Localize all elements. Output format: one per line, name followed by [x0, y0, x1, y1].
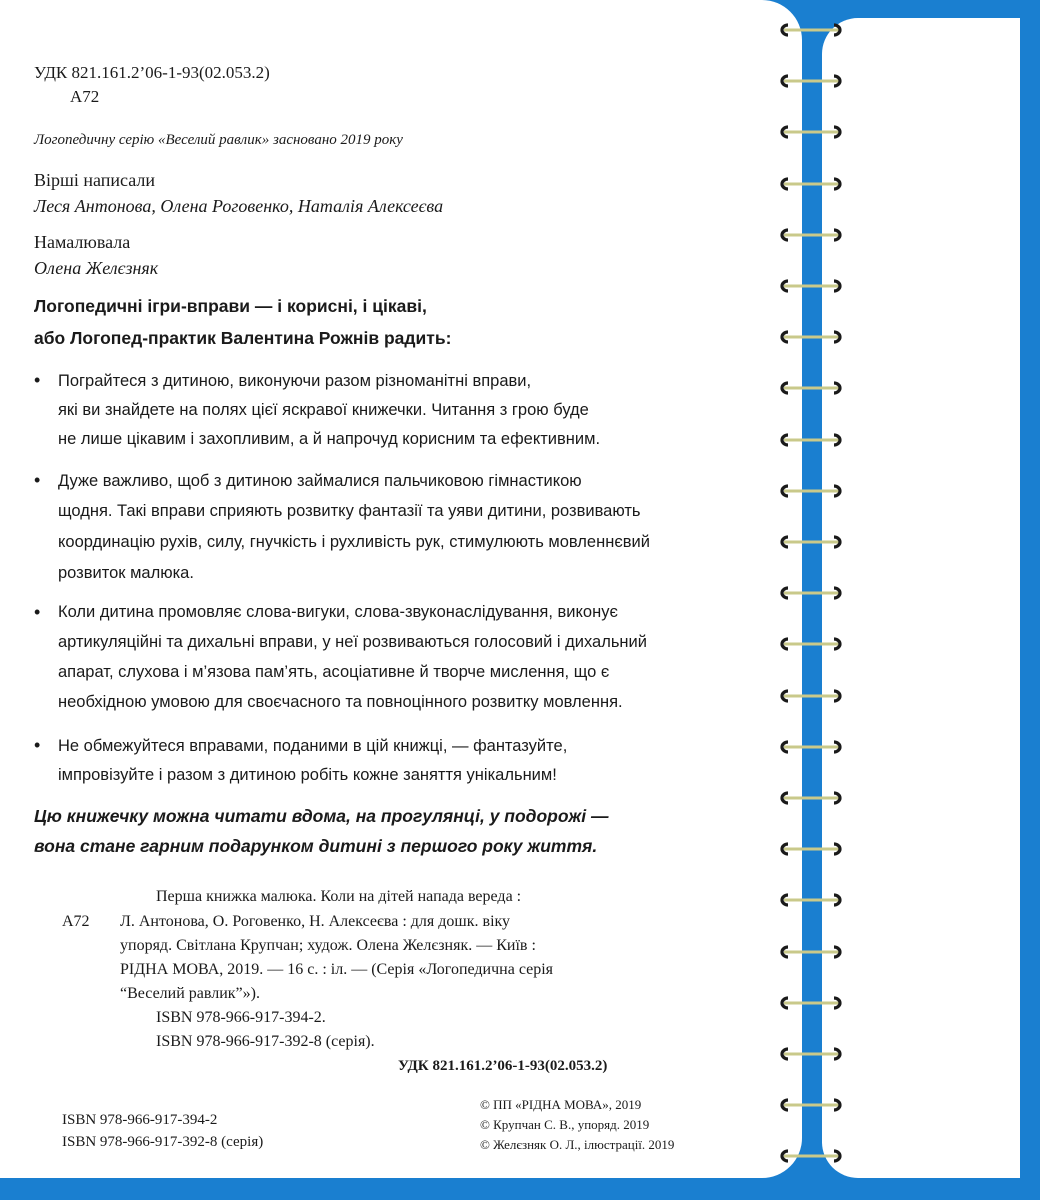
- catalog-line: РІДНА МОВА, 2019. — 16 с. : іл. — (Серія «Логопедична серія: [120, 961, 554, 978]
- spiral-coil-icon: [772, 1046, 852, 1062]
- illustrator-name: Олена Желєзняк: [34, 258, 159, 278]
- spiral-coil-icon: [772, 892, 852, 908]
- footer-isbn-series: ISBN 978-966-917-392-8 (серія): [62, 1134, 264, 1150]
- bullet-text-line: координацію рухів, силу, гнучкість і рухливість рук, стимулюють мовленнєвий: [58, 533, 650, 551]
- spiral-coil-icon: [772, 1148, 852, 1164]
- spiral-coil-icon: [772, 176, 852, 192]
- spiral-coil-icon: [772, 534, 852, 550]
- bullet-text-line: необхідною умовою для своєчасного та повноцінного розвитку мовлення.: [58, 693, 623, 711]
- spiral-coil-icon: [772, 483, 852, 499]
- illustrations-label: Намалювала: [34, 232, 131, 252]
- copyright-line: © Желєзняк О. Л., ілюстрації. 2019: [480, 1137, 675, 1152]
- spiral-coil-icon: [772, 432, 852, 448]
- spiral-coil-icon: [772, 22, 852, 38]
- catalog-udk: УДК 821.161.2’06-1-93(02.053.2): [398, 1058, 608, 1074]
- copyright-line: © Крупчан С. В., упоряд. 2019: [480, 1117, 650, 1132]
- spiral-coil-icon: [772, 278, 852, 294]
- bullet-text-line: апарат, слухова і м’язова пам’ять, асоціативне й творче мислення, що є: [58, 663, 610, 681]
- spiral-coil-icon: [772, 329, 852, 345]
- spiral-coil-icon: [772, 995, 852, 1011]
- catalog-line: “Веселий равлик”»).: [120, 985, 260, 1002]
- catalog-isbn: ISBN 978-966-917-394-2.: [156, 1009, 326, 1026]
- closing-line-2: вона стане гарним подарунком дитині з першого року життя.: [34, 836, 598, 856]
- catalog-code: А72: [62, 913, 90, 930]
- spiral-coil-icon: [772, 124, 852, 140]
- spiral-coil-icon: [772, 790, 852, 806]
- catalog-line: Л. Антонова, О. Роговенко, Н. Алексеєва : для дошк. віку: [120, 913, 511, 930]
- bullet-text-line: не лише цікавим і захопливим, а й напрочуд корисним та ефективним.: [58, 430, 601, 448]
- bullet-text-line: щодня. Такі вправи сприяють розвитку фантазії та уяви дитини, розвивають: [58, 502, 641, 520]
- poems-authors: Леся Антонова, Олена Роговенко, Наталія Алексеєва: [34, 196, 444, 216]
- bullet-icon: •: [34, 370, 41, 390]
- catalog-isbn-series: ISBN 978-966-917-392-8 (серія).: [156, 1033, 375, 1050]
- closing-line-1: Цю книжечку можна читати вдома, на прогулянці, у подорожі —: [34, 806, 609, 826]
- bullet-icon: •: [34, 735, 41, 755]
- copyright-line: © ПП «РІДНА МОВА», 2019: [480, 1097, 642, 1112]
- bullet-text-line: імпровізуйте і разом з дитиною робіть кожне заняття унікальним!: [58, 766, 557, 784]
- udk-code: УДК 821.161.2’06-1-93(02.053.2): [34, 63, 270, 82]
- spiral-coil-icon: [772, 1097, 852, 1113]
- spiral-coil-icon: [772, 944, 852, 960]
- spiral-coil-icon: [772, 841, 852, 857]
- footer-isbn: ISBN 978-966-917-394-2: [62, 1112, 218, 1128]
- catalog-line: Перша книжка малюка. Коли на дітей напада вереда :: [156, 888, 522, 905]
- bullet-text-line: Не обмежуйтеся вправами, поданими в цій книжці, — фантазуйте,: [58, 737, 568, 755]
- spiral-coil-icon: [772, 227, 852, 243]
- bullet-text-line: Дуже важливо, щоб з дитиною займалися пальчиковою гімнастикою: [58, 472, 582, 490]
- bullet-text-line: які ви знайдете на полях цієї яскравої книжечки. Читання з грою буде: [58, 401, 589, 419]
- spiral-coil-icon: [772, 739, 852, 755]
- series-note: Логопедичну серію «Веселий равлик» засновано 2019 року: [34, 132, 403, 148]
- spiral-coil-icon: [772, 73, 852, 89]
- spiral-coil-icon: [772, 688, 852, 704]
- advice-heading-line-1: Логопедичні ігри-вправи — і корисні, і цікаві,: [34, 296, 427, 316]
- spiral-coil-icon: [772, 636, 852, 652]
- bullet-text-line: Пограйтеся з дитиною, виконуючи разом різноманітні вправи,: [58, 372, 532, 390]
- spiral-coil-icon: [772, 585, 852, 601]
- bullet-text-line: розвиток малюка.: [58, 564, 194, 582]
- bullet-icon: •: [34, 470, 41, 490]
- bullet-text-line: артикуляційні та дихальні вправи, у неї розвиваються голосовий і дихальний: [58, 633, 647, 651]
- bullet-text-line: Коли дитина промовляє слова-вигуки, слова-звуконаслідування, виконує: [58, 603, 618, 621]
- author-mark: А72: [70, 87, 100, 106]
- spiral-coil-icon: [772, 380, 852, 396]
- advice-heading-line-2: або Логопед-практик Валентина Рожнів радить:: [34, 328, 452, 348]
- catalog-line: упоряд. Світлана Крупчан; худож. Олена Желєзняк. — Київ :: [120, 937, 536, 954]
- bullet-icon: •: [34, 602, 41, 622]
- poems-label: Вірші написали: [34, 170, 155, 190]
